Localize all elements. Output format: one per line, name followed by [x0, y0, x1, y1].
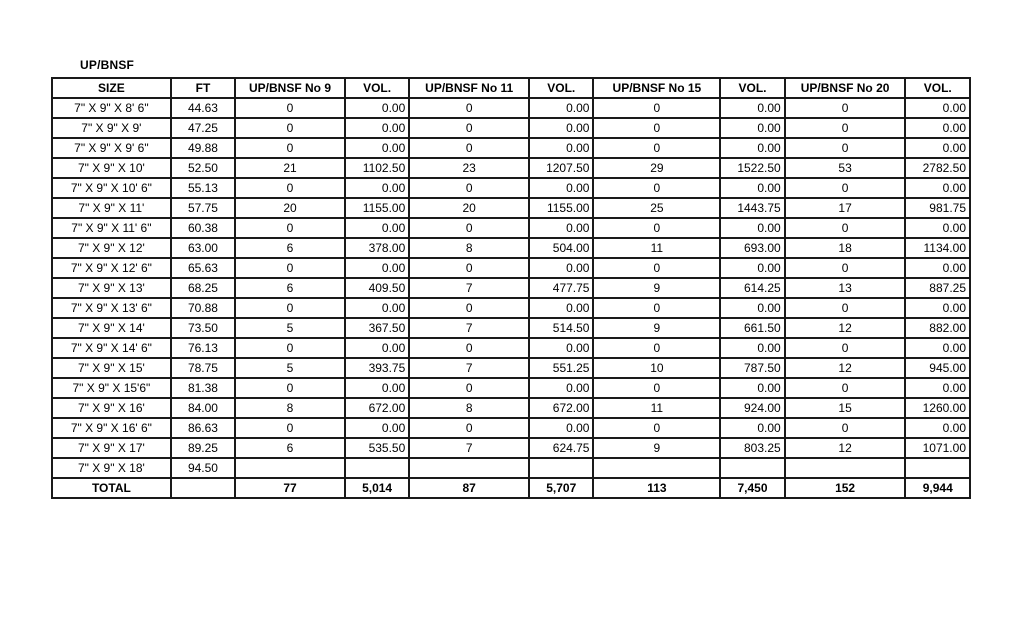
table-cell: 53 — [785, 158, 906, 178]
table-cell: 409.50 — [345, 278, 409, 298]
table-cell: 12 — [785, 438, 906, 458]
table-row — [52, 338, 970, 358]
table-cell — [409, 458, 529, 478]
total-cell: 9,944 — [905, 478, 970, 498]
table-cell: 0.00 — [345, 118, 409, 138]
total-label: TOTAL — [52, 478, 171, 498]
table-cell: 0.00 — [529, 258, 593, 278]
total-cell: 77 — [235, 478, 345, 498]
table-cell: 7 — [409, 318, 529, 338]
table-cell: 0.00 — [720, 258, 784, 278]
table-cell: 0.00 — [905, 178, 970, 198]
table-cell: 55.13 — [171, 178, 235, 198]
table-cell: 0.00 — [529, 378, 593, 398]
table-row — [52, 398, 970, 418]
table-cell: 5 — [235, 358, 345, 378]
column-header: SIZE — [52, 78, 171, 98]
table-cell: 78.75 — [171, 358, 235, 378]
table-cell: 0.00 — [720, 338, 784, 358]
header-row — [52, 78, 970, 98]
table-cell: 0.00 — [345, 218, 409, 238]
table-cell: 0.00 — [529, 138, 593, 158]
total-cell — [171, 478, 235, 498]
table-cell: 17 — [785, 198, 906, 218]
table-cell: 0.00 — [529, 418, 593, 438]
table-cell: 0.00 — [905, 418, 970, 438]
column-header: VOL. — [529, 78, 593, 98]
size-cell: 7" X 9" X 15'6" — [52, 378, 171, 398]
table-cell: 1443.75 — [720, 198, 784, 218]
table-cell: 1155.00 — [345, 198, 409, 218]
table-cell — [529, 458, 593, 478]
table-row — [52, 418, 970, 438]
table-cell: 882.00 — [905, 318, 970, 338]
table-cell: 624.75 — [529, 438, 593, 458]
table-cell: 0 — [785, 258, 906, 278]
table-cell: 89.25 — [171, 438, 235, 458]
table-cell: 803.25 — [720, 438, 784, 458]
total-cell: 113 — [593, 478, 720, 498]
table-cell: 52.50 — [171, 158, 235, 178]
size-cell: 7" X 9" X 11' 6" — [52, 218, 171, 238]
table-cell: 0.00 — [345, 338, 409, 358]
table-cell: 787.50 — [720, 358, 784, 378]
table-cell: 9 — [593, 438, 720, 458]
total-cell: 152 — [785, 478, 906, 498]
size-cell: 7" X 9" X 9' 6" — [52, 138, 171, 158]
column-header: VOL. — [905, 78, 970, 98]
table-row — [52, 458, 970, 478]
table-cell: 0.00 — [720, 218, 784, 238]
column-header: UP/BNSF No 15 — [593, 78, 720, 98]
table-cell — [720, 458, 784, 478]
table-cell: 0.00 — [905, 338, 970, 358]
table-cell: 0 — [785, 138, 906, 158]
total-row — [52, 478, 970, 498]
table-cell: 0.00 — [345, 178, 409, 198]
table-cell: 6 — [235, 238, 345, 258]
table-cell: 0 — [409, 118, 529, 138]
table-cell: 0 — [785, 98, 906, 118]
size-cell: 7" X 9" X 12' 6" — [52, 258, 171, 278]
table-cell: 393.75 — [345, 358, 409, 378]
table-cell: 1207.50 — [529, 158, 593, 178]
table-cell: 693.00 — [720, 238, 784, 258]
table-cell: 551.25 — [529, 358, 593, 378]
table-cell: 0 — [785, 178, 906, 198]
table-cell: 924.00 — [720, 398, 784, 418]
table-cell: 0 — [593, 218, 720, 238]
size-cell: 7" X 9" X 9' — [52, 118, 171, 138]
size-cell: 7" X 9" X 15' — [52, 358, 171, 378]
table-cell: 5 — [235, 318, 345, 338]
table-cell: 0 — [409, 98, 529, 118]
size-cell: 7" X 9" X 10' 6" — [52, 178, 171, 198]
table-cell: 0 — [235, 418, 345, 438]
table-row — [52, 358, 970, 378]
table-cell: 68.25 — [171, 278, 235, 298]
table-cell: 44.63 — [171, 98, 235, 118]
table-cell: 0.00 — [720, 178, 784, 198]
table-cell: 15 — [785, 398, 906, 418]
table-cell: 614.25 — [720, 278, 784, 298]
table-cell: 0.00 — [905, 218, 970, 238]
table-cell: 0.00 — [720, 378, 784, 398]
size-cell: 7" X 9" X 13' 6" — [52, 298, 171, 318]
table-cell: 0.00 — [345, 378, 409, 398]
table-cell: 0 — [235, 338, 345, 358]
table-cell: 0 — [409, 418, 529, 438]
table-cell: 86.63 — [171, 418, 235, 438]
table-cell: 0 — [409, 218, 529, 238]
table-cell: 70.88 — [171, 298, 235, 318]
table-cell: 1071.00 — [905, 438, 970, 458]
table-cell: 0.00 — [905, 378, 970, 398]
table-cell: 12 — [785, 318, 906, 338]
table-cell: 23 — [409, 158, 529, 178]
table-cell: 0.00 — [720, 418, 784, 438]
table-cell: 81.38 — [171, 378, 235, 398]
table-row — [52, 238, 970, 258]
table-cell: 63.00 — [171, 238, 235, 258]
table-row — [52, 218, 970, 238]
table-cell: 0.00 — [529, 298, 593, 318]
table-cell: 477.75 — [529, 278, 593, 298]
column-header: VOL. — [345, 78, 409, 98]
table-cell: 47.25 — [171, 118, 235, 138]
table-cell: 0 — [409, 378, 529, 398]
table-cell: 0.00 — [905, 138, 970, 158]
table-cell: 0 — [785, 378, 906, 398]
table-row — [52, 318, 970, 338]
column-header: UP/BNSF No 20 — [785, 78, 906, 98]
table-cell: 0 — [235, 298, 345, 318]
table-cell: 57.75 — [171, 198, 235, 218]
table-cell: 12 — [785, 358, 906, 378]
table-cell: 7 — [409, 358, 529, 378]
table-cell: 6 — [235, 438, 345, 458]
table-cell: 9 — [593, 278, 720, 298]
table-cell: 11 — [593, 398, 720, 418]
table-cell: 8 — [409, 398, 529, 418]
table-cell: 0 — [593, 258, 720, 278]
table-cell: 20 — [409, 198, 529, 218]
volume-table — [51, 77, 971, 499]
table-row — [52, 278, 970, 298]
table-cell: 0.00 — [345, 98, 409, 118]
table-cell: 0.00 — [529, 118, 593, 138]
size-cell: 7" X 9" X 14' — [52, 318, 171, 338]
table-row — [52, 158, 970, 178]
table-cell: 0 — [235, 98, 345, 118]
table-cell: 0 — [409, 138, 529, 158]
table-cell: 0 — [593, 178, 720, 198]
table-cell: 84.00 — [171, 398, 235, 418]
table-row — [52, 178, 970, 198]
table-cell: 0 — [235, 178, 345, 198]
table-cell: 7 — [409, 438, 529, 458]
table-cell: 514.50 — [529, 318, 593, 338]
size-cell: 7" X 9" X 16' 6" — [52, 418, 171, 438]
table-cell: 11 — [593, 238, 720, 258]
table-cell: 535.50 — [345, 438, 409, 458]
size-cell: 7" X 9" X 13' — [52, 278, 171, 298]
table-cell: 0 — [235, 138, 345, 158]
table-row — [52, 118, 970, 138]
table-cell: 49.88 — [171, 138, 235, 158]
table-cell: 60.38 — [171, 218, 235, 238]
table-cell: 672.00 — [529, 398, 593, 418]
table-cell: 65.63 — [171, 258, 235, 278]
table-cell: 0.00 — [529, 338, 593, 358]
size-cell: 7" X 9" X 12' — [52, 238, 171, 258]
table-cell: 661.50 — [720, 318, 784, 338]
table-cell: 0.00 — [345, 138, 409, 158]
table-cell: 0.00 — [720, 138, 784, 158]
table-cell: 0 — [235, 258, 345, 278]
table-cell: 0.00 — [720, 98, 784, 118]
table-cell: 378.00 — [345, 238, 409, 258]
table-cell: 672.00 — [345, 398, 409, 418]
table-cell: 0.00 — [905, 98, 970, 118]
table-cell: 0 — [235, 118, 345, 138]
table-cell: 2782.50 — [905, 158, 970, 178]
table-cell: 0.00 — [905, 118, 970, 138]
table-cell: 0 — [409, 298, 529, 318]
table-cell: 8 — [409, 238, 529, 258]
size-cell: 7" X 9" X 16' — [52, 398, 171, 418]
table-cell: 0 — [593, 338, 720, 358]
table-cell: 13 — [785, 278, 906, 298]
table-cell: 0 — [593, 118, 720, 138]
size-cell: 7" X 9" X 8' 6" — [52, 98, 171, 118]
table-cell: 0 — [235, 218, 345, 238]
table-cell: 0.00 — [529, 98, 593, 118]
table-cell: 0 — [785, 338, 906, 358]
column-header: UP/BNSF No 9 — [235, 78, 345, 98]
table-cell: 1134.00 — [905, 238, 970, 258]
table-cell: 0.00 — [905, 298, 970, 318]
table-cell: 1155.00 — [529, 198, 593, 218]
table-cell: 1522.50 — [720, 158, 784, 178]
table-cell: 0.00 — [529, 178, 593, 198]
table-body — [52, 98, 970, 498]
table-cell: 18 — [785, 238, 906, 258]
table-cell: 0 — [235, 378, 345, 398]
table-cell: 6 — [235, 278, 345, 298]
table-cell: 0.00 — [720, 298, 784, 318]
table-cell: 0 — [593, 138, 720, 158]
table-cell: 367.50 — [345, 318, 409, 338]
table-cell: 0.00 — [529, 218, 593, 238]
table-row — [52, 298, 970, 318]
table-cell — [785, 458, 906, 478]
total-cell: 5,707 — [529, 478, 593, 498]
table-row — [52, 438, 970, 458]
table-cell: 21 — [235, 158, 345, 178]
table-cell: 0 — [593, 98, 720, 118]
table-cell: 0 — [593, 378, 720, 398]
size-cell: 7" X 9" X 18' — [52, 458, 171, 478]
table-row — [52, 98, 970, 118]
table-cell: 887.25 — [905, 278, 970, 298]
table-cell: 0 — [785, 418, 906, 438]
total-cell: 7,450 — [720, 478, 784, 498]
table-cell: 945.00 — [905, 358, 970, 378]
table-cell: 0 — [785, 218, 906, 238]
table-cell: 0.00 — [720, 118, 784, 138]
table-cell: 0 — [593, 418, 720, 438]
table-cell: 0.00 — [345, 258, 409, 278]
size-cell: 7" X 9" X 17' — [52, 438, 171, 458]
table-cell: 1260.00 — [905, 398, 970, 418]
table-row — [52, 138, 970, 158]
table-cell: 0 — [593, 298, 720, 318]
table-cell — [345, 458, 409, 478]
table-cell: 981.75 — [905, 198, 970, 218]
table-cell — [235, 458, 345, 478]
column-header: UP/BNSF No 11 — [409, 78, 529, 98]
table-cell: 0 — [409, 178, 529, 198]
table-cell: 0.00 — [345, 298, 409, 318]
size-cell: 7" X 9" X 11' — [52, 198, 171, 218]
table-cell: 504.00 — [529, 238, 593, 258]
total-cell: 5,014 — [345, 478, 409, 498]
table-cell: 1102.50 — [345, 158, 409, 178]
table-cell: 0 — [785, 298, 906, 318]
size-cell: 7" X 9" X 10' — [52, 158, 171, 178]
table-cell: 0.00 — [345, 418, 409, 438]
table-cell: 29 — [593, 158, 720, 178]
table-cell: 8 — [235, 398, 345, 418]
table-cell: 0.00 — [905, 258, 970, 278]
table-row — [52, 378, 970, 398]
table-cell: 20 — [235, 198, 345, 218]
table-cell — [593, 458, 720, 478]
table-cell: 94.50 — [171, 458, 235, 478]
table-row — [52, 198, 970, 218]
table-cell: 25 — [593, 198, 720, 218]
sheet-title: UP/BNSF — [80, 58, 135, 72]
table-cell — [905, 458, 970, 478]
table-cell: 7 — [409, 278, 529, 298]
table-cell: 0 — [409, 338, 529, 358]
total-cell: 87 — [409, 478, 529, 498]
table-row — [52, 258, 970, 278]
table-cell: 9 — [593, 318, 720, 338]
column-header: VOL. — [720, 78, 784, 98]
table-cell: 76.13 — [171, 338, 235, 358]
table-cell: 0 — [785, 118, 906, 138]
size-cell: 7" X 9" X 14' 6" — [52, 338, 171, 358]
table-cell: 10 — [593, 358, 720, 378]
table-cell: 0 — [409, 258, 529, 278]
column-header: FT — [171, 78, 235, 98]
table-cell: 73.50 — [171, 318, 235, 338]
